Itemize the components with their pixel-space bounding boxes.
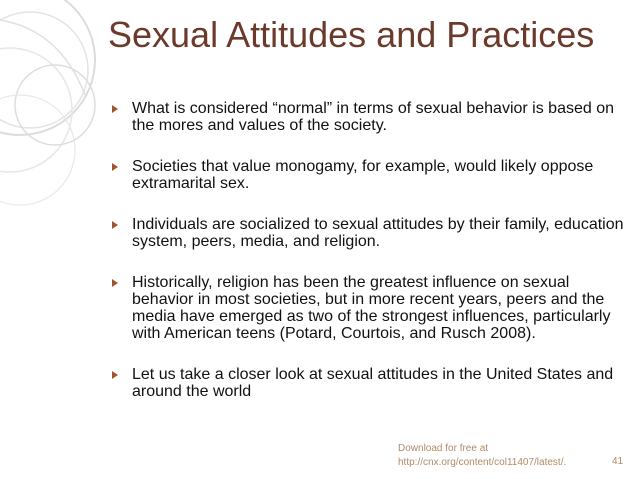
slide-title: Sexual Attitudes and Practices: [108, 14, 595, 55]
bullet-marker-icon: [112, 371, 118, 379]
bullet-marker-icon: [112, 163, 118, 171]
bullet-text: What is considered “normal” in terms of sexual behavior is based on the mores and values of the society.: [132, 100, 614, 134]
bullet-marker-icon: [112, 221, 118, 229]
bullet-text: Let us take a closer look at sexual attitudes in the United States and around the world: [132, 366, 614, 400]
footer-line-1: Download for free at: [398, 443, 489, 454]
bullet-marker-icon: [112, 105, 118, 113]
bullet-marker-icon: [112, 279, 118, 287]
bullet-item: [110, 366, 625, 400]
bullet-item: [110, 274, 625, 342]
bullet-item: [110, 216, 625, 250]
bullet-item: [110, 100, 625, 134]
bullet-text: Historically, religion has been the greatest influence on sexual behavior in most societies, but in more recent years, peers and the media have emerged as two of the strongest influences, particularly with American teens (Potard, Courtois, and Rusch 2008).: [132, 274, 611, 342]
bullet-text: Individuals are socialized to sexual attitudes by their family, education system, peers, media, and religion.: [132, 216, 624, 250]
bullet-list: [110, 100, 625, 400]
bullet-item: [110, 158, 625, 192]
download-footer[interactable]: [398, 442, 598, 470]
page-number: 41: [612, 456, 624, 467]
footer-url[interactable]: http://cnx.org/content/col11407/latest/.: [398, 457, 567, 468]
bullet-text: Societies that value monogamy, for example, would likely oppose extramarital sex.: [132, 158, 594, 192]
